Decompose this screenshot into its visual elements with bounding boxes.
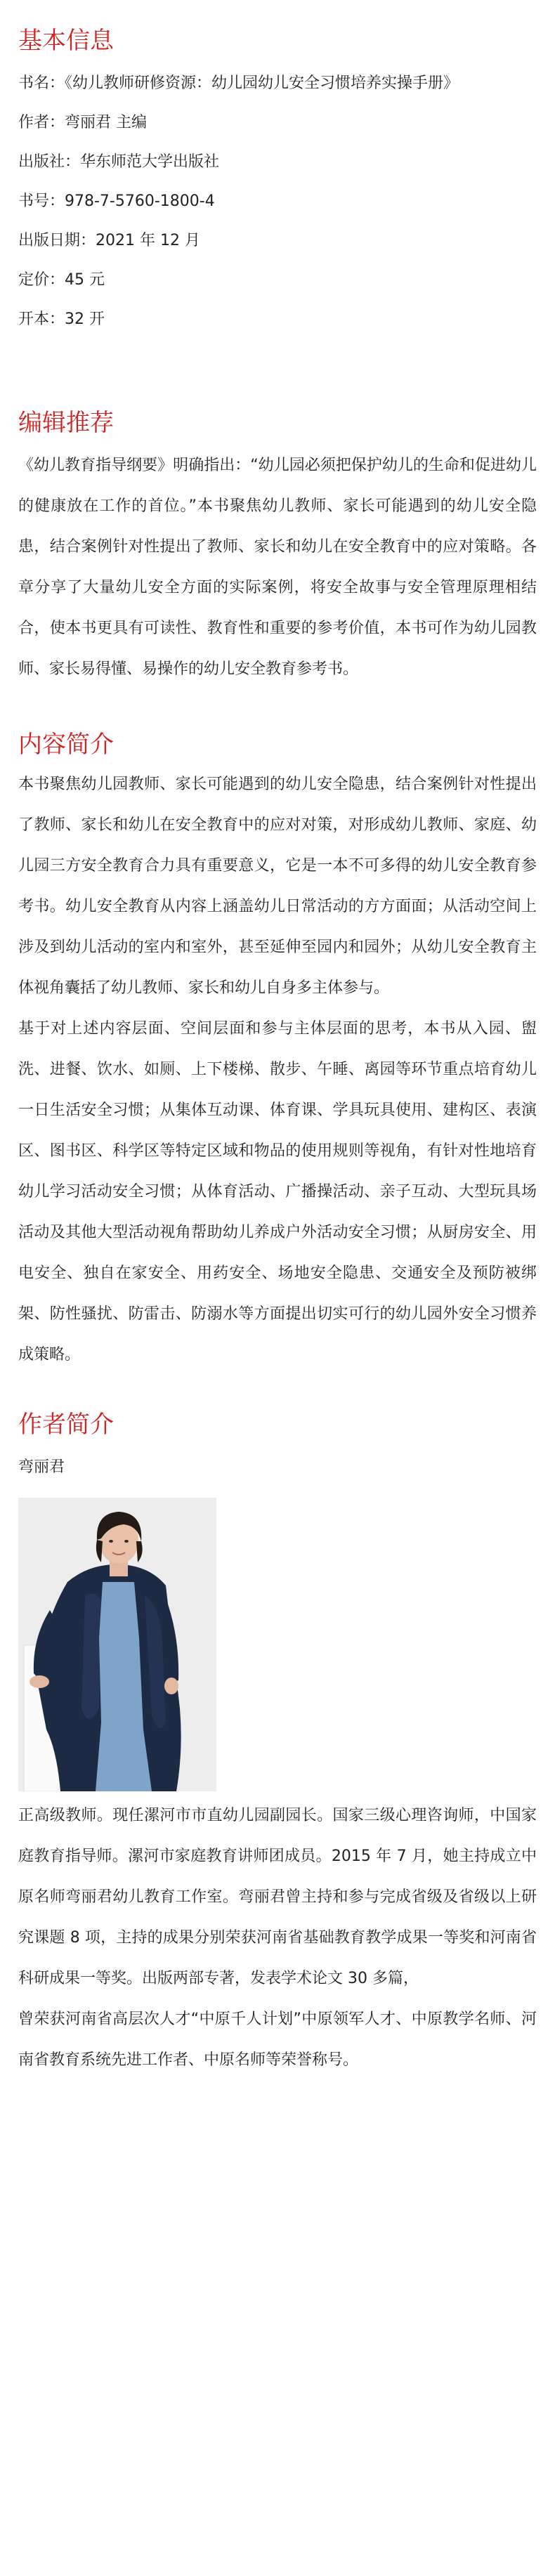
recommendation-body [18,445,537,690]
summary-paragraph-1: 本书聚焦幼儿园教师、家长可能遇到的幼儿安全隐患，结合案例针对性提出了教师、家长和幼儿在安全教育中的应对对策，对形成幼儿教师、家庭、幼儿园三方安全教育合力具有重要意义，它是一本不可多得的幼儿安全教育参考书。幼儿安全教育从内容上涵盖幼儿日常活动的方方面面；从活动空间上涉及到幼儿活动的室内和室外，甚至延伸至园内和园外；从幼儿安全教育主体视角囊括了幼儿教师、家长和幼儿自身多主体参与。 [18,776,537,997]
author-bio-paragraph-2: 曾荣获河南省高层次人才“中原千人计划”中原领军人才、中原教学名师、河南省教育系统先进工作者、中原名师等荣誉称号。 [18,2011,537,2069]
book-detail-page [0,27,555,2081]
summary-paragraph-2: 基于对上述内容层面、空间层面和参与主体层面的思考，本书从入园、盥洗、进餐、饮水、如厕、上下楼梯、散步、午睡、离园等环节重点培育幼儿一日生活安全习惯；从集体互动课、体育课、学具玩具使用、建构区、表演区、图书区、科学区等特定区域和物品的使用规则等视角，有针对性地培育幼儿学习活动安全习惯；从体育活动、广播操活动、亲子互动、大型玩具场活动及其他大型活动视角帮助幼儿养成户外活动安全习惯；从厨房安全、用电安全、独自在家安全、用药安全、场地安全隐患、交通安全及预防被绑架、防性骚扰、防雷击、防溺水等方面提出切实可行的幼儿园外安全习惯养成策略。 [18,1020,537,1364]
author-title: 作者简介 [18,1411,114,1439]
info-publisher: 出版社：华东师范大学出版社 [18,153,220,171]
author-portrait-icon [18,1498,216,1791]
summary-body [18,764,537,1375]
basic-info-list [18,73,537,330]
info-format: 开本：32 开 [18,310,105,328]
info-author: 作者：弯丽君 主编 [18,114,147,131]
recommendation-paragraph: 《幼儿教育指导纲要》明确指出：“幼儿园必须把保护幼儿的生命和促进幼儿的健康放在工作的首位。”本书聚焦幼儿教师、家长可能遇到的幼儿安全隐患，结合案例针对性提出了教师、家长和幼儿在安全教育中的应对策略。各章分享了大量幼儿安全方面的实际案例，将安全故事与安全管理原理相结合，使本书更具有可读性、教育性和重要的参考价值，本书可作为幼儿园教师、家长易得懂、易操作的幼儿安全教育参考书。 [18,457,537,678]
recommendation-title: 编辑推荐 [18,409,114,437]
info-book-title: 书名：《幼儿教师研修资源：幼儿园幼儿安全习惯培养实操手册》 [18,74,459,92]
summary-title: 内容简介 [18,731,114,759]
info-price: 定价：45 元 [18,271,105,289]
author-portrait [18,1498,216,1791]
info-isbn: 书号：978-7-5760-1800-4 [18,192,215,210]
author-bio-paragraph-1: 正高级教师。现任漯河市市直幼儿园副园长。国家三级心理咨询师，中国家庭教育指导师。漯河市家庭教育讲师团成员。2015 年 7 月，她主持成立中原名师弯丽君幼儿教育工作室。弯丽君曾主持和参与完成省级及省级以上研究课题 8 项，主持的成果分别荣获河南省基础教育教学成果一等奖和河南省科研成果一等奖。出版两部专著，发表学术论文 30 多篇， [18,1807,537,1987]
info-publish-date: 出版日期：2021 年 12 月 [18,232,200,249]
author-name: 弯丽君 [18,1458,65,1476]
basic-info-title: 基本信息 [18,27,114,55]
author-bio [18,1796,537,2081]
